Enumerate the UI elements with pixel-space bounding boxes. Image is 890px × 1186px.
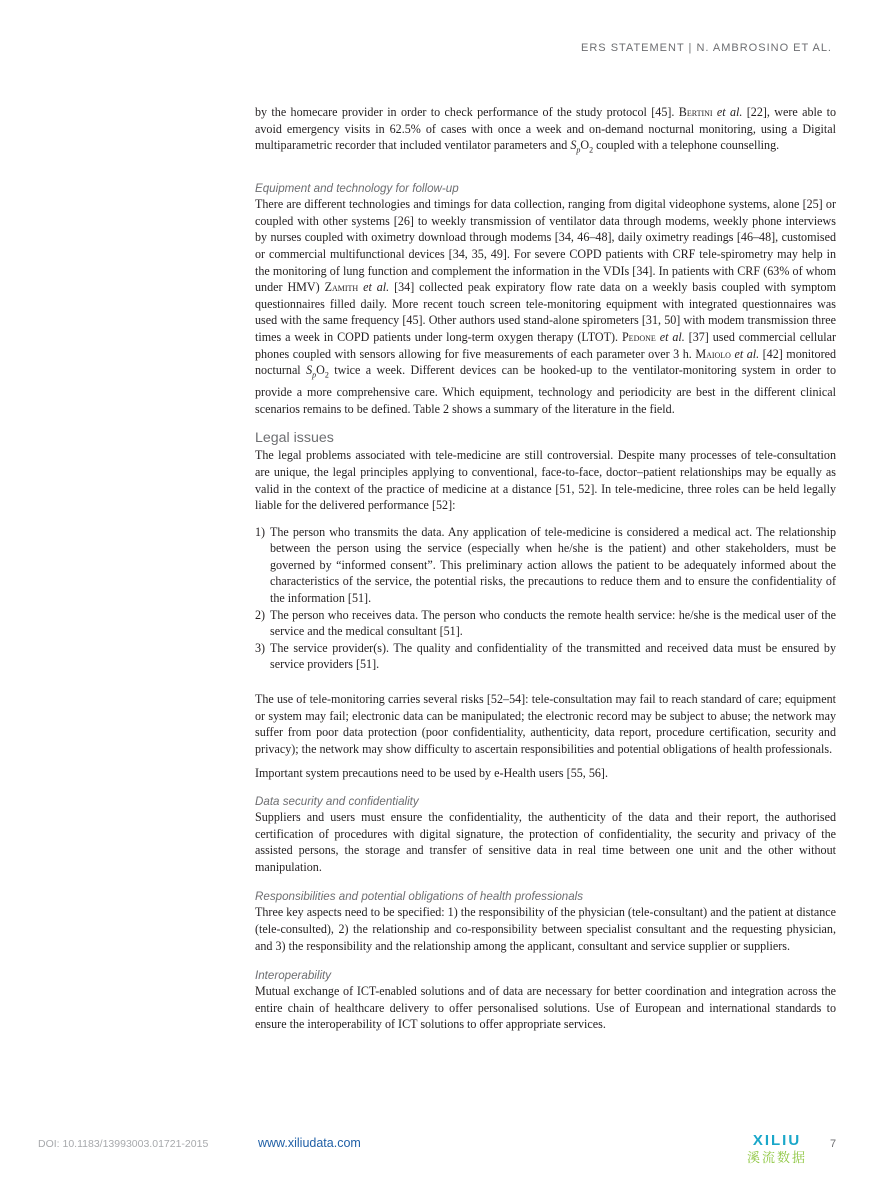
text-run: by the homecare provider in order to check performance of the study protocol [45]. [255,105,679,119]
article-body [255,104,836,1033]
legal-roles-list [255,524,836,673]
website-link[interactable]: www.xiliudata.com [258,1136,361,1150]
list-item [255,640,836,673]
et-al: et al. [716,105,743,119]
et-al: et al. [659,329,685,344]
list-text: The person who transmits the data. Any application of tele-medicine is considered a medical act. The relationship between the person using the service (especially when he/she is the patient) and other stakeholders, must be governed by “informed consent”. This preliminary action allows the patient to be adequately informed about the characteristics of the service, the potential risks, the precautions to reduce them and to ensure the confidentiality of the information [51]. [270,524,836,606]
spo2-o: O [580,138,590,153]
et-al: et al. [734,346,760,361]
text-run: [22], were able to avoid emergency visits in 62.5% of cases with once a week and on-demand nocturnal monitoring, using a Digital multiparametric recorder that included ventilator parameters and [255,105,836,153]
list-number: 2) [255,607,266,622]
logo-cjk-text: 溪流数据 [746,1151,808,1165]
list-number: 1) [255,524,266,539]
text-run: twice a week. Different devices can be hooked-up to the ventilator-monitoring system in order to provide a more comprehensive care. Which equipment, technology and periodicity are best in the different clinical scenarios remains to be defined. Table 2 shows a summary of the literature in the field. [255,363,836,416]
text-run: There are different technologies and timings for data collection, ranging from digital videophone systems, alone [25] or coupled with other systems [26] to weekly transmission of ventilator data through modems, weekly phone interviews by nurses coupled with oximetry download through modems [34, 46–48], daily oximetry readings [46–48], customised or commercial multifunctional devices [34, 35, 49]. For severe COPD patients with CRF tele-spirometry may help in the monitoring of lung function and complement the information in the VDIs [34]. In patients with CRF (63% of whom under HMV) [255,197,836,295]
spo2-sub: 2 [324,370,329,380]
text-run: [34] collected peak expiratory flow rate data on a weekly basis coupled with symptom questionnaires filled daily. More recent touch screen tele-monitoring equipment with integrated questionnaires was used with the same frequency [45]. Other authors used stand-alone spirometers [31, 50] with modem transmission three times a week in COPD patients under long-term oxygen therapy (LTOT). [255,280,836,344]
xiliu-logo [734,1131,820,1165]
paragraph-interoperability: Mutual exchange of ICT-enabled solutions and of data are necessary for better coordination and integration across the entire chain of healthcare delivery to offer personalised solutions. Use of European and international standards to ensure the interoperability of ICT solutions to offer appropriate services. [255,984,836,1032]
author-name: Maiolo [695,346,731,361]
page-number: 7 [830,1138,837,1150]
paragraph-responsibilities: Three key aspects need to be specified: 1) the responsibility of the physician (tele-consultant) and the patient at distance (tele-consulted), 2) the relationship and co-responsibility between specialist consultant and the requesting physician, and 3) the responsibility and the relationship among the applicant, consultant and service supplier or suppliers. [255,905,836,953]
logo-latin-text: XILIU [752,1132,802,1149]
list-text: The person who receives data. The person who conducts the remote health service: he/she is the medical user of the service and the medical consultant [51]. [270,607,836,639]
running-head: ERS STATEMENT | N. AMBROSINO ET AL. [581,42,832,54]
spo2-symbol: $S_p$ [306,363,317,380]
author-name: Zamith [324,280,359,295]
subheading-interoperability: Interoperability [255,969,332,983]
paragraph-risks: The use of tele-monitoring carries several risks [52–54]: tele-consultation may fail to reach standard of care; equipment or system may fail; electronic data can be manipulated; the electronic record may be subject to abuse; the network may suffer from poor data protection (poor confidentiality, authenticity, data report, procedure certification, security and privacy); the network may show difficulty to ascertain responsibilities and potential obligations of health professionals. [255,692,836,756]
author-name: Pedone [621,329,656,344]
spo2-o: O [316,363,325,378]
list-item [255,524,836,607]
paragraph-precautions: Important system precautions need to be used by e-Health users [55, 56]. [255,766,608,781]
section-heading-legal: Legal issues [255,430,334,447]
list-number: 3) [255,640,266,655]
text-run: [37] used commercial cellular phones coupled with sensors allowing for five measurements of each parameter over 3 h. [255,329,836,361]
paragraph-intro [255,104,836,159]
text-run: [42] monitored nocturnal [255,346,837,378]
author-name: Bertini [678,105,713,119]
et-al: et al. [363,280,390,295]
subheading-equipment: Equipment and technology for follow-up [255,182,459,196]
subheading-responsibilities: Responsibilities and potential obligations of health professionals [255,890,584,904]
paragraph-legal: The legal problems associated with tele-medicine are still controversial. Despite many processes of tele-consultation are unique, the legal principles applying to conventional, face-to-face, doctor–patient relationships may be equally as valid in the context of the practice of medicine at a distance [51, 52]. In tele-medicine, three roles can be held legally liable for the delivered performance [52]: [255,448,836,513]
paragraph-data-security: Suppliers and users must ensure the confidentiality, the authenticity of the data and their report, the authorised certification of procedures with digital signature, the protection of confidentiality, the security and privacy of the assisted persons, the storage and transfer of sensitive data in real time between one unit and the other without manipulation. [255,810,836,874]
doi: DOI: 10.1183/13993003.01721-2015 [38,1138,209,1150]
text-run: coupled with a telephone counselling. [593,138,780,153]
spo2-symbol: $S_p$ [570,138,581,155]
list-item [255,607,836,640]
paragraph-equipment [255,196,836,417]
spo2-sub: 2 [589,145,594,155]
subheading-data-security: Data security and confidentiality [255,795,419,808]
list-text: The service provider(s). The quality and confidentiality of the transmitted and received data must be ensured by service providers [51]. [270,640,836,672]
